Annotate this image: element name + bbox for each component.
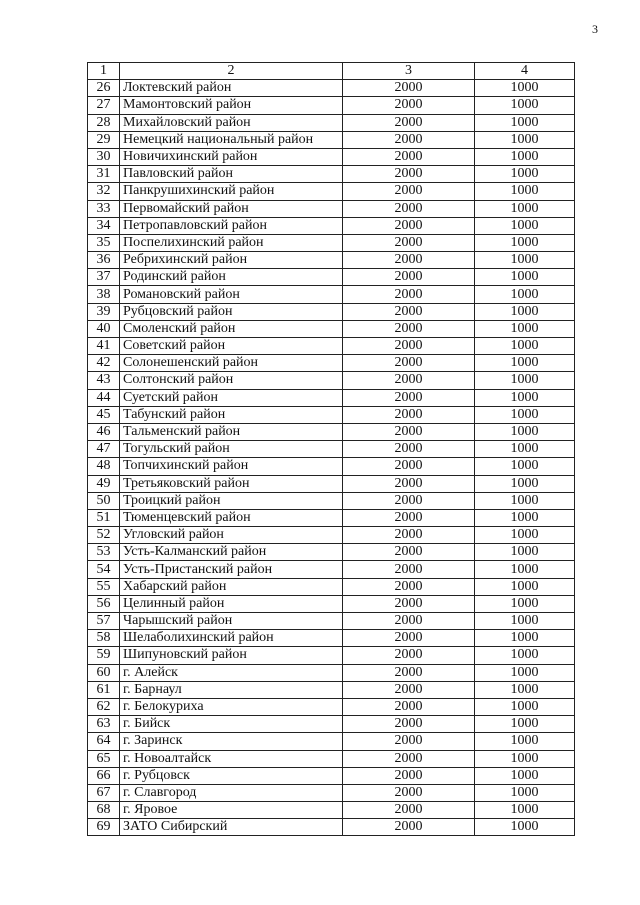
table-row — [88, 595, 575, 612]
column-header-2: 2 — [120, 63, 343, 80]
district-name-cell: Мамонтовский район — [120, 97, 343, 114]
value-col-3-cell: 2000 — [343, 613, 475, 630]
row-number-cell: 55 — [88, 578, 120, 595]
value-col-4-cell: 1000 — [475, 492, 575, 509]
table-row — [88, 131, 575, 148]
value-col-3-cell: 2000 — [343, 509, 475, 526]
table-row — [88, 750, 575, 767]
value-col-3-cell: 2000 — [343, 166, 475, 183]
district-name-cell: Поспелихинский район — [120, 234, 343, 251]
value-col-4-cell: 1000 — [475, 561, 575, 578]
district-name-cell: Ребрихинский район — [120, 252, 343, 269]
value-col-4-cell: 1000 — [475, 406, 575, 423]
table-body — [88, 80, 575, 836]
district-name-cell: Первомайский район — [120, 200, 343, 217]
value-col-4-cell: 1000 — [475, 234, 575, 251]
row-number-cell: 57 — [88, 613, 120, 630]
row-number-cell: 69 — [88, 819, 120, 836]
value-col-4-cell: 1000 — [475, 475, 575, 492]
row-number-cell: 29 — [88, 131, 120, 148]
value-col-3-cell: 2000 — [343, 97, 475, 114]
district-name-cell: г. Белокуриха — [120, 698, 343, 715]
value-col-3-cell: 2000 — [343, 217, 475, 234]
value-col-4-cell: 1000 — [475, 217, 575, 234]
table-row — [88, 458, 575, 475]
district-name-cell: Солонешенский район — [120, 355, 343, 372]
value-col-4-cell: 1000 — [475, 819, 575, 836]
table-row — [88, 441, 575, 458]
row-number-cell: 41 — [88, 338, 120, 355]
table-row — [88, 664, 575, 681]
row-number-cell: 63 — [88, 716, 120, 733]
district-name-cell: Табунский район — [120, 406, 343, 423]
row-number-cell: 52 — [88, 527, 120, 544]
district-name-cell: Михайловский район — [120, 114, 343, 131]
table-row — [88, 423, 575, 440]
column-header-4: 4 — [475, 63, 575, 80]
district-name-cell: Солтонский район — [120, 372, 343, 389]
table-row — [88, 578, 575, 595]
value-col-4-cell: 1000 — [475, 148, 575, 165]
row-number-cell: 46 — [88, 423, 120, 440]
allocation-table — [87, 62, 575, 836]
value-col-3-cell: 2000 — [343, 698, 475, 715]
table-row — [88, 767, 575, 784]
value-col-4-cell: 1000 — [475, 716, 575, 733]
table-row — [88, 492, 575, 509]
row-number-cell: 27 — [88, 97, 120, 114]
district-name-cell: Угловский район — [120, 527, 343, 544]
table-row — [88, 561, 575, 578]
district-name-cell: Павловский район — [120, 166, 343, 183]
row-number-cell: 60 — [88, 664, 120, 681]
district-name-cell: Целинный район — [120, 595, 343, 612]
district-name-cell: Романовский район — [120, 286, 343, 303]
district-name-cell: г. Яровое — [120, 802, 343, 819]
value-col-3-cell: 2000 — [343, 458, 475, 475]
row-number-cell: 67 — [88, 784, 120, 801]
value-col-3-cell: 2000 — [343, 819, 475, 836]
row-number-cell: 62 — [88, 698, 120, 715]
value-col-3-cell: 2000 — [343, 320, 475, 337]
value-col-3-cell: 2000 — [343, 303, 475, 320]
value-col-4-cell: 1000 — [475, 767, 575, 784]
table-row — [88, 217, 575, 234]
value-col-3-cell: 2000 — [343, 114, 475, 131]
value-col-3-cell: 2000 — [343, 234, 475, 251]
value-col-3-cell: 2000 — [343, 389, 475, 406]
value-col-4-cell: 1000 — [475, 303, 575, 320]
value-col-4-cell: 1000 — [475, 183, 575, 200]
row-number-cell: 50 — [88, 492, 120, 509]
row-number-cell: 33 — [88, 200, 120, 217]
row-number-cell: 38 — [88, 286, 120, 303]
value-col-4-cell: 1000 — [475, 527, 575, 544]
value-col-4-cell: 1000 — [475, 733, 575, 750]
table-row — [88, 475, 575, 492]
value-col-3-cell: 2000 — [343, 200, 475, 217]
value-col-3-cell: 2000 — [343, 441, 475, 458]
table-row — [88, 183, 575, 200]
value-col-4-cell: 1000 — [475, 338, 575, 355]
value-col-3-cell: 2000 — [343, 475, 475, 492]
value-col-3-cell: 2000 — [343, 595, 475, 612]
value-col-4-cell: 1000 — [475, 389, 575, 406]
value-col-4-cell: 1000 — [475, 355, 575, 372]
row-number-cell: 44 — [88, 389, 120, 406]
value-col-3-cell: 2000 — [343, 492, 475, 509]
row-number-cell: 47 — [88, 441, 120, 458]
district-name-cell: Чарышский район — [120, 613, 343, 630]
value-col-4-cell: 1000 — [475, 613, 575, 630]
value-col-3-cell: 2000 — [343, 131, 475, 148]
district-name-cell: Тальменский район — [120, 423, 343, 440]
table-row — [88, 252, 575, 269]
row-number-cell: 65 — [88, 750, 120, 767]
value-col-3-cell: 2000 — [343, 423, 475, 440]
value-col-3-cell: 2000 — [343, 716, 475, 733]
value-col-3-cell: 2000 — [343, 183, 475, 200]
value-col-4-cell: 1000 — [475, 131, 575, 148]
value-col-3-cell: 2000 — [343, 681, 475, 698]
district-name-cell: г. Новоалтайск — [120, 750, 343, 767]
district-name-cell: г. Рубцовск — [120, 767, 343, 784]
table-row — [88, 647, 575, 664]
value-col-4-cell: 1000 — [475, 681, 575, 698]
district-name-cell: г. Барнаул — [120, 681, 343, 698]
district-name-cell: Усть-Пристанский район — [120, 561, 343, 578]
row-number-cell: 35 — [88, 234, 120, 251]
value-col-4-cell: 1000 — [475, 200, 575, 217]
district-name-cell: Панкрушихинский район — [120, 183, 343, 200]
table-row — [88, 97, 575, 114]
district-name-cell: Третьяковский район — [120, 475, 343, 492]
row-number-cell: 39 — [88, 303, 120, 320]
table-row — [88, 80, 575, 97]
table-row — [88, 269, 575, 286]
row-number-cell: 49 — [88, 475, 120, 492]
row-number-cell: 54 — [88, 561, 120, 578]
row-number-cell: 56 — [88, 595, 120, 612]
row-number-cell: 64 — [88, 733, 120, 750]
value-col-4-cell: 1000 — [475, 458, 575, 475]
district-name-cell: г. Славгород — [120, 784, 343, 801]
row-number-cell: 28 — [88, 114, 120, 131]
column-header-3: 3 — [343, 63, 475, 80]
district-name-cell: Шелаболихинский район — [120, 630, 343, 647]
value-col-4-cell: 1000 — [475, 750, 575, 767]
table-row — [88, 613, 575, 630]
value-col-4-cell: 1000 — [475, 320, 575, 337]
value-col-4-cell: 1000 — [475, 372, 575, 389]
table-row — [88, 389, 575, 406]
value-col-3-cell: 2000 — [343, 578, 475, 595]
value-col-4-cell: 1000 — [475, 784, 575, 801]
row-number-cell: 40 — [88, 320, 120, 337]
value-col-4-cell: 1000 — [475, 97, 575, 114]
table-row — [88, 355, 575, 372]
value-col-4-cell: 1000 — [475, 698, 575, 715]
value-col-4-cell: 1000 — [475, 595, 575, 612]
value-col-4-cell: 1000 — [475, 630, 575, 647]
value-col-3-cell: 2000 — [343, 406, 475, 423]
value-col-3-cell: 2000 — [343, 80, 475, 97]
value-col-4-cell: 1000 — [475, 578, 575, 595]
row-number-cell: 26 — [88, 80, 120, 97]
table-row — [88, 716, 575, 733]
value-col-3-cell: 2000 — [343, 252, 475, 269]
row-number-cell: 53 — [88, 544, 120, 561]
value-col-3-cell: 2000 — [343, 372, 475, 389]
value-col-3-cell: 2000 — [343, 544, 475, 561]
value-col-4-cell: 1000 — [475, 544, 575, 561]
row-number-cell: 42 — [88, 355, 120, 372]
row-number-cell: 45 — [88, 406, 120, 423]
table-header-row — [88, 63, 575, 80]
column-header-1: 1 — [88, 63, 120, 80]
table-row — [88, 234, 575, 251]
table-row — [88, 630, 575, 647]
value-col-3-cell: 2000 — [343, 733, 475, 750]
value-col-4-cell: 1000 — [475, 423, 575, 440]
value-col-4-cell: 1000 — [475, 509, 575, 526]
table-row — [88, 303, 575, 320]
row-number-cell: 61 — [88, 681, 120, 698]
value-col-3-cell: 2000 — [343, 784, 475, 801]
table-row — [88, 200, 575, 217]
value-col-4-cell: 1000 — [475, 252, 575, 269]
district-name-cell: Суетский район — [120, 389, 343, 406]
value-col-3-cell: 2000 — [343, 148, 475, 165]
table-row — [88, 527, 575, 544]
value-col-3-cell: 2000 — [343, 269, 475, 286]
row-number-cell: 68 — [88, 802, 120, 819]
value-col-3-cell: 2000 — [343, 802, 475, 819]
value-col-3-cell: 2000 — [343, 338, 475, 355]
district-name-cell: Хабарский район — [120, 578, 343, 595]
district-name-cell: Тогульский район — [120, 441, 343, 458]
table-row — [88, 733, 575, 750]
district-name-cell: Родинский район — [120, 269, 343, 286]
value-col-3-cell: 2000 — [343, 527, 475, 544]
table-row — [88, 372, 575, 389]
value-col-4-cell: 1000 — [475, 114, 575, 131]
value-col-3-cell: 2000 — [343, 647, 475, 664]
table-row — [88, 802, 575, 819]
value-col-4-cell: 1000 — [475, 166, 575, 183]
district-name-cell: г. Заринск — [120, 733, 343, 750]
value-col-4-cell: 1000 — [475, 802, 575, 819]
table-row — [88, 286, 575, 303]
district-name-cell: Новичихинский район — [120, 148, 343, 165]
value-col-3-cell: 2000 — [343, 286, 475, 303]
table-row — [88, 681, 575, 698]
table-row — [88, 819, 575, 836]
value-col-3-cell: 2000 — [343, 630, 475, 647]
district-name-cell: Шипуновский район — [120, 647, 343, 664]
value-col-3-cell: 2000 — [343, 355, 475, 372]
row-number-cell: 59 — [88, 647, 120, 664]
value-col-3-cell: 2000 — [343, 664, 475, 681]
district-name-cell: Тюменцевский район — [120, 509, 343, 526]
district-name-cell: Локтевский район — [120, 80, 343, 97]
row-number-cell: 36 — [88, 252, 120, 269]
row-number-cell: 51 — [88, 509, 120, 526]
row-number-cell: 30 — [88, 148, 120, 165]
table-row — [88, 166, 575, 183]
table-row — [88, 406, 575, 423]
row-number-cell: 48 — [88, 458, 120, 475]
table-row — [88, 320, 575, 337]
table-row — [88, 698, 575, 715]
row-number-cell: 31 — [88, 166, 120, 183]
table-row — [88, 148, 575, 165]
table-row — [88, 338, 575, 355]
district-name-cell: Топчихинский район — [120, 458, 343, 475]
district-name-cell: Советский район — [120, 338, 343, 355]
table-row — [88, 544, 575, 561]
district-name-cell: Рубцовский район — [120, 303, 343, 320]
row-number-cell: 66 — [88, 767, 120, 784]
value-col-3-cell: 2000 — [343, 750, 475, 767]
value-col-3-cell: 2000 — [343, 767, 475, 784]
value-col-4-cell: 1000 — [475, 80, 575, 97]
row-number-cell: 32 — [88, 183, 120, 200]
value-col-4-cell: 1000 — [475, 647, 575, 664]
row-number-cell: 58 — [88, 630, 120, 647]
district-name-cell: Троицкий район — [120, 492, 343, 509]
value-col-4-cell: 1000 — [475, 441, 575, 458]
district-name-cell: г. Бийск — [120, 716, 343, 733]
table-row — [88, 114, 575, 131]
table-row — [88, 509, 575, 526]
district-name-cell: Усть-Калманский район — [120, 544, 343, 561]
district-name-cell: ЗАТО Сибирский — [120, 819, 343, 836]
value-col-4-cell: 1000 — [475, 286, 575, 303]
value-col-4-cell: 1000 — [475, 269, 575, 286]
district-name-cell: Петропавловский район — [120, 217, 343, 234]
row-number-cell: 34 — [88, 217, 120, 234]
district-name-cell: г. Алейск — [120, 664, 343, 681]
row-number-cell: 43 — [88, 372, 120, 389]
row-number-cell: 37 — [88, 269, 120, 286]
page-number: 3 — [592, 22, 598, 36]
value-col-3-cell: 2000 — [343, 561, 475, 578]
district-name-cell: Смоленский район — [120, 320, 343, 337]
district-name-cell: Немецкий национальный район — [120, 131, 343, 148]
table-row — [88, 784, 575, 801]
value-col-4-cell: 1000 — [475, 664, 575, 681]
